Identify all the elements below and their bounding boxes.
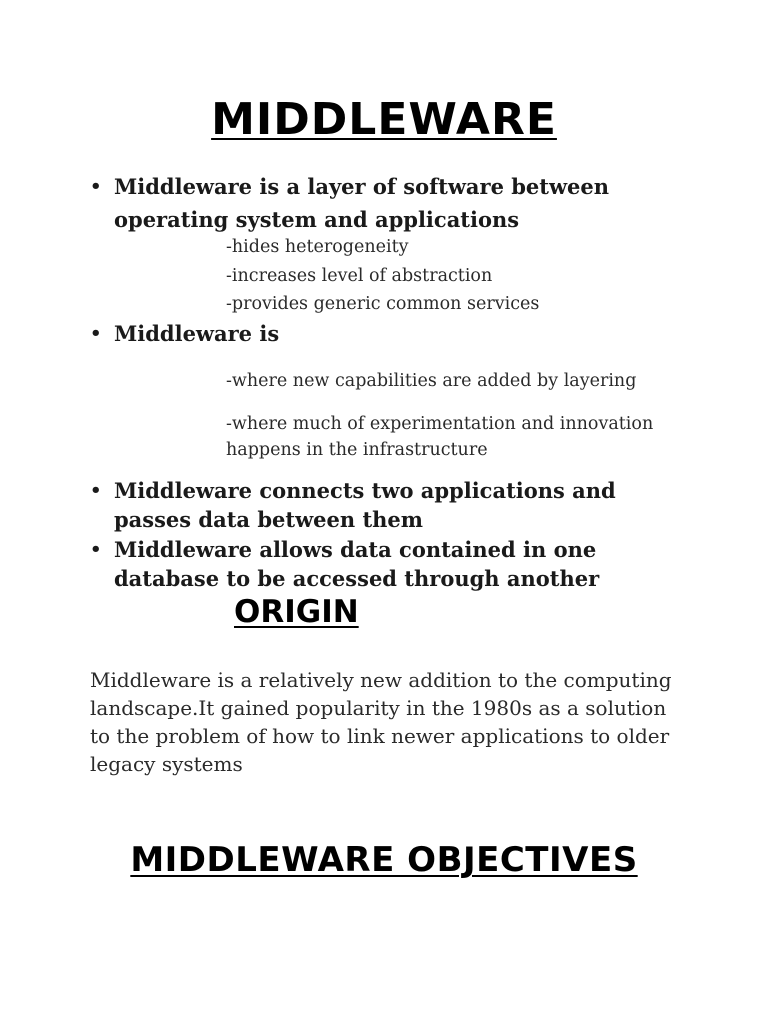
sub-item: -provides generic common services	[226, 294, 540, 314]
bullet-icon: •	[90, 176, 102, 197]
bullet-icon: •	[90, 539, 102, 560]
sub-item: -increases level of abstraction	[226, 266, 493, 286]
bullet-icon: •	[90, 480, 102, 501]
sub-item: -where new capabilities are added by layering	[226, 371, 637, 391]
sub-item: -where much of experimentation and innovation happens in the infrastructure	[226, 414, 654, 460]
sub-item: -hides heterogeneity	[226, 237, 409, 257]
bullet-text: Middleware is a layer of software between operating system and applications	[114, 174, 610, 232]
bullet-item	[90, 476, 690, 534]
bullet-icon: •	[90, 323, 102, 344]
objectives-heading: MIDDLEWARE OBJECTIVES	[130, 840, 638, 880]
bullet-text: Middleware allows data contained in one database to be accessed through another	[114, 537, 600, 591]
origin-heading: ORIGIN	[234, 594, 359, 630]
bullet-item	[90, 319, 690, 348]
origin-paragraph: Middleware is a relatively new addition to the computing landscape.It gained popularity in the 1980s as a solution to the problem of how to link newer applications to older legacy systems	[90, 668, 672, 776]
bullet-text: Middleware connects two applications and passes data between them	[114, 478, 616, 532]
bullet-item	[90, 535, 690, 593]
page-title: MIDDLEWARE	[211, 94, 557, 145]
bullet-text: Middleware is	[114, 321, 280, 346]
bullet-item	[90, 170, 690, 236]
